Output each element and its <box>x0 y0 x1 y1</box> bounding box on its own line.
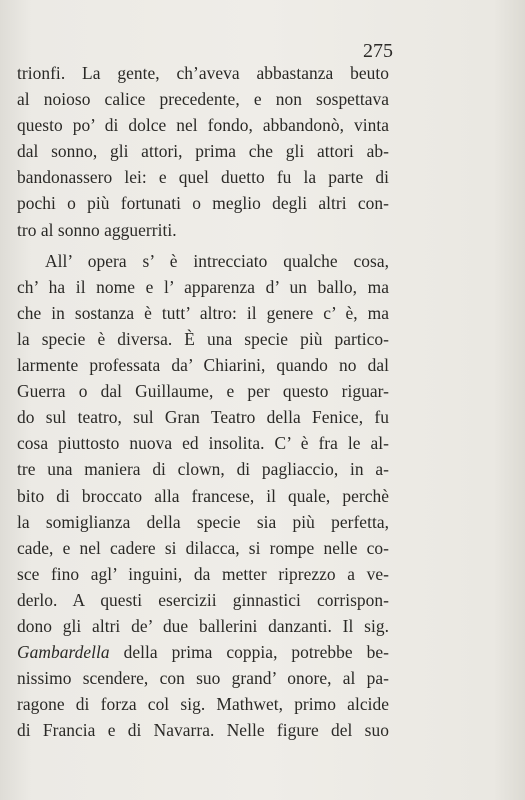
text-line: All’ opera s’ è intrecciato qualche cosa, <box>45 250 389 271</box>
text-line: Guerra o dal Guillaume, e per questo riguar- <box>17 381 389 402</box>
text-line: dal sonno, gli attori, prima che gli attori ab- <box>17 141 389 162</box>
text-line: cosa piuttosto nuova ed insolita. C’ è fra le al- <box>17 433 389 454</box>
text-line: bandonassero lei: e quel duetto fu la parte di <box>17 167 389 188</box>
text-line: tre una maniera di clown, di pagliaccio, in a- <box>17 459 389 480</box>
text-line: larmente professata da’ Chiarini, quando no dal <box>17 355 389 376</box>
paragraph <box>17 248 389 744</box>
text-line: la somiglianza della specie sia più perfetta, <box>17 511 389 532</box>
text-line: la specie è diversa. È una specie più partico- <box>17 328 389 349</box>
text-line: do sul teatro, sul Gran Teatro della Fenice, fu <box>17 407 389 428</box>
text-line: ragone di forza col sig. Mathwet, primo alcide <box>17 694 389 715</box>
text-line: sce fino agl’ inguini, da metter riprezzo a ve- <box>17 563 389 584</box>
text-line: che in sostanza è tutt’ altro: il genere c’ è, ma <box>17 302 389 323</box>
text-span: della prima coppia, potrebbe be- <box>109 642 389 663</box>
text-line: pochi o più fortunati o meglio degli altri con- <box>17 193 389 214</box>
text-line: trionfi. La gente, ch’aveva abbastanza beuto <box>17 63 389 83</box>
body-text <box>17 60 389 743</box>
text-line: cade, e nel cadere si dilacca, si rompe nelle co- <box>17 537 389 558</box>
text-line: derlo. A questi esercizii ginnastici corrispon- <box>17 589 389 610</box>
text-line: bito di broccato alla francese, il quale, perchè <box>17 485 389 506</box>
text-line: al noioso calice precedente, e non sospettava <box>17 89 389 110</box>
page-number: 275 <box>363 40 393 62</box>
text-line: di Francia e di Navarra. Nelle figure del suo <box>17 720 389 741</box>
name-gambardella: Gambardella <box>17 642 110 663</box>
text-line <box>17 639 389 665</box>
text-line: tro al sonno agguerriti. <box>17 219 177 240</box>
text-line: questo po’ di dolce nel fondo, abbandonò, vinta <box>17 115 389 136</box>
text-line: nissimo scendere, con suo grand’ onore, al pa- <box>17 668 389 689</box>
text-line: ch’ ha il nome e l’ apparenza d’ un ballo, ma <box>17 276 389 297</box>
text-line: dono gli altri de’ due ballerini danzanti. Il sig. <box>17 615 389 636</box>
paragraph <box>17 60 389 243</box>
